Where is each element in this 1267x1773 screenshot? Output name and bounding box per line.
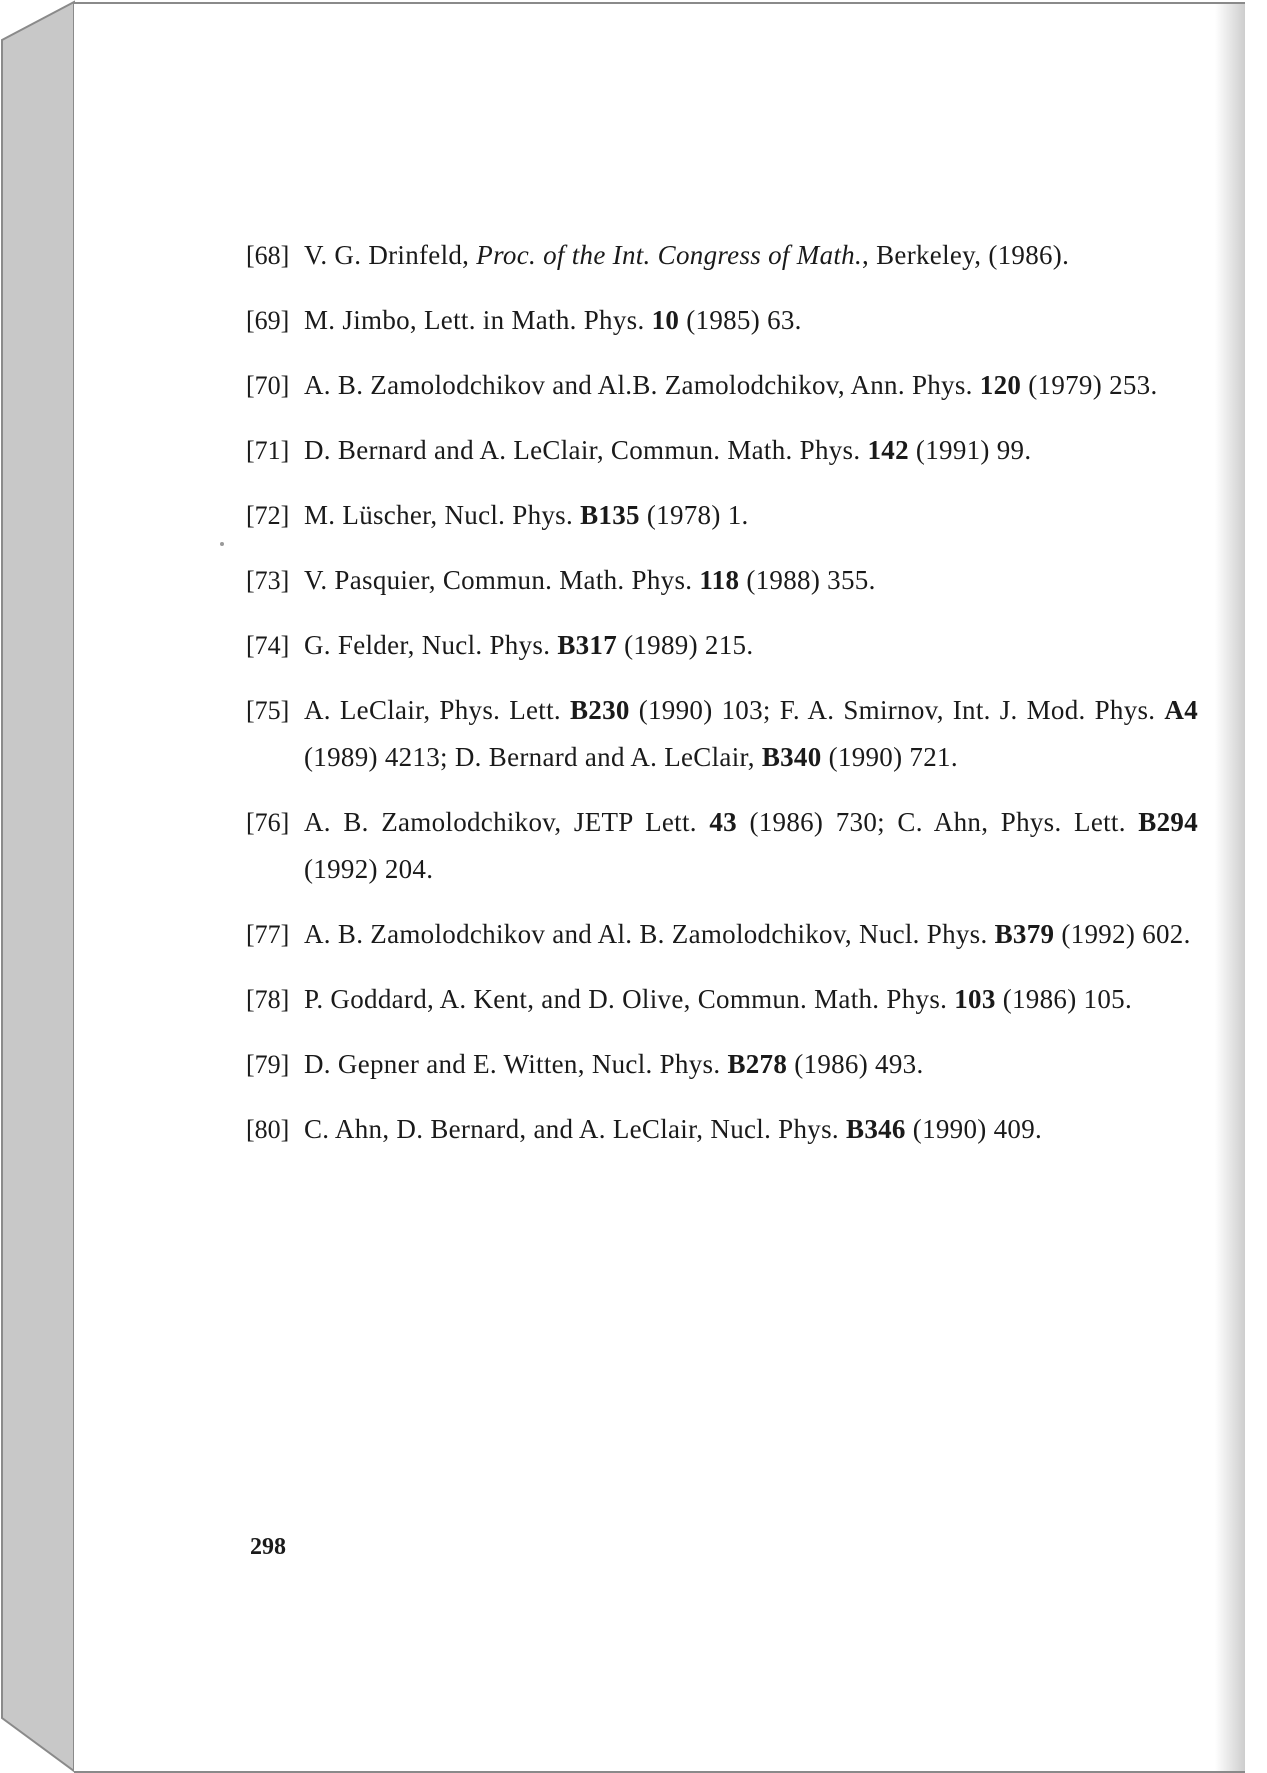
- volume-number: B379: [994, 919, 1055, 949]
- italic-title: Proc. of the Int. Congress of Math.: [476, 240, 863, 270]
- citation-text: V. G. Drinfeld,: [304, 240, 477, 270]
- volume-number: B294: [1138, 807, 1198, 837]
- reference-item: [246, 427, 1198, 474]
- reference-label: [72]: [246, 501, 290, 530]
- book-spine: [0, 0, 80, 1773]
- citation-text: (1988) 355.: [739, 565, 876, 595]
- reference-label: [74]: [246, 631, 290, 660]
- reference-label: [68]: [246, 241, 290, 270]
- reference-label: [80]: [246, 1115, 290, 1144]
- citation-text: V. Pasquier, Commun. Math. Phys.: [304, 565, 700, 595]
- scan-speck: [220, 542, 224, 546]
- reference-item: [246, 799, 1198, 893]
- volume-number: B317: [557, 630, 618, 660]
- reference-text: [304, 1041, 1198, 1088]
- reference-label: [71]: [246, 436, 290, 465]
- reference-text: [304, 362, 1198, 409]
- citation-text: (1990) 409.: [905, 1114, 1043, 1144]
- volume-number: 118: [699, 565, 740, 595]
- citation-text: (1985) 63.: [679, 305, 802, 335]
- reference-label: [70]: [246, 371, 290, 400]
- reference-item: [246, 362, 1198, 409]
- reference-text: [304, 622, 1198, 669]
- citation-text: G. Felder, Nucl. Phys.: [304, 630, 558, 660]
- citation-text: (1989) 4213; D. Bernard and A. LeClair,: [304, 742, 762, 772]
- reference-item: [246, 622, 1198, 669]
- reference-item: [246, 492, 1198, 539]
- volume-number: B340: [761, 742, 822, 772]
- document-page: [74, 2, 1245, 1773]
- book-spine-face: [2, 2, 74, 1771]
- citation-text: (1991) 99.: [908, 435, 1032, 465]
- reference-label: [78]: [246, 985, 290, 1014]
- volume-number: 103: [954, 984, 996, 1014]
- reference-text: [304, 297, 1198, 344]
- citation-text: (1992) 602.: [1054, 919, 1191, 949]
- reference-text: [304, 427, 1198, 474]
- reference-label: [73]: [246, 566, 290, 595]
- citation-text: (1992) 204.: [304, 854, 434, 884]
- citation-text: A. B. Zamolodchikov, JETP Lett.: [304, 807, 710, 837]
- reference-label: [76]: [246, 808, 290, 837]
- citation-text: D. Gepner and E. Witten, Nucl. Phys.: [304, 1049, 728, 1079]
- citation-text: (1986) 493.: [787, 1049, 924, 1079]
- reference-item: [246, 976, 1198, 1023]
- reference-item: [246, 911, 1198, 958]
- citation-text: M. Lüscher, Nucl. Phys.: [304, 500, 581, 530]
- reference-text: [304, 976, 1198, 1023]
- citation-text: (1978) 1.: [639, 500, 749, 530]
- reference-item: [246, 232, 1198, 279]
- citation-text: (1990) 721.: [821, 742, 958, 772]
- citation-text: D. Bernard and A. LeClair, Commun. Math. Phys.: [304, 435, 868, 465]
- citation-text: A. LeClair, Phys. Lett.: [304, 695, 570, 725]
- citation-text: A. B. Zamolodchikov and Al. B. Zamolodchikov, Nucl. Phys.: [304, 919, 995, 949]
- citation-text: C. Ahn, D. Bernard, and A. LeClair, Nucl. Phys.: [304, 1114, 847, 1144]
- reference-list: [246, 232, 1198, 1171]
- volume-number: B230: [569, 695, 630, 725]
- reference-label: [69]: [246, 306, 290, 335]
- reference-text: [304, 687, 1198, 781]
- reference-item: [246, 557, 1198, 604]
- citation-text: M. Jimbo, Lett. in Math. Phys.: [304, 305, 652, 335]
- volume-number: B135: [580, 500, 640, 530]
- reference-text: [304, 911, 1198, 958]
- reference-text: [304, 799, 1198, 893]
- citation-text: (1979) 253.: [1021, 370, 1158, 400]
- volume-number: 120: [979, 370, 1022, 400]
- volume-number: 142: [867, 435, 909, 465]
- reference-text: [304, 492, 1198, 539]
- reference-item: [246, 1041, 1198, 1088]
- page-edge-shadow: [1215, 4, 1245, 1771]
- reference-label: [77]: [246, 920, 290, 949]
- citation-text: (1986) 105.: [995, 984, 1132, 1014]
- citation-text: (1989) 215.: [617, 630, 754, 660]
- reference-text: [304, 1106, 1198, 1153]
- page-number: 298: [250, 1534, 286, 1560]
- reference-item: [246, 1106, 1198, 1153]
- citation-text: (1986) 730; C. Ahn, Phys. Lett.: [736, 807, 1139, 837]
- citation-text: (1990) 103; F. A. Smirnov, Int. J. Mod. Phys.: [629, 695, 1165, 725]
- citation-text: , Berkeley, (1986).: [862, 240, 1070, 270]
- volume-number: A4: [1164, 695, 1198, 725]
- reference-item: [246, 297, 1198, 344]
- volume-number: B278: [727, 1049, 788, 1079]
- citation-text: P. Goddard, A. Kent, and D. Olive, Commun. Math. Phys.: [304, 984, 955, 1014]
- reference-text: [304, 557, 1198, 604]
- citation-text: A. B. Zamolodchikov and Al.B. Zamolodchikov, Ann. Phys.: [304, 370, 980, 400]
- reference-label: [75]: [246, 696, 290, 725]
- volume-number: 10: [651, 305, 680, 335]
- reference-label: [79]: [246, 1050, 290, 1079]
- volume-number: 43: [709, 807, 737, 837]
- reference-item: [246, 687, 1198, 781]
- volume-number: B346: [846, 1114, 906, 1144]
- reference-text: [304, 232, 1198, 279]
